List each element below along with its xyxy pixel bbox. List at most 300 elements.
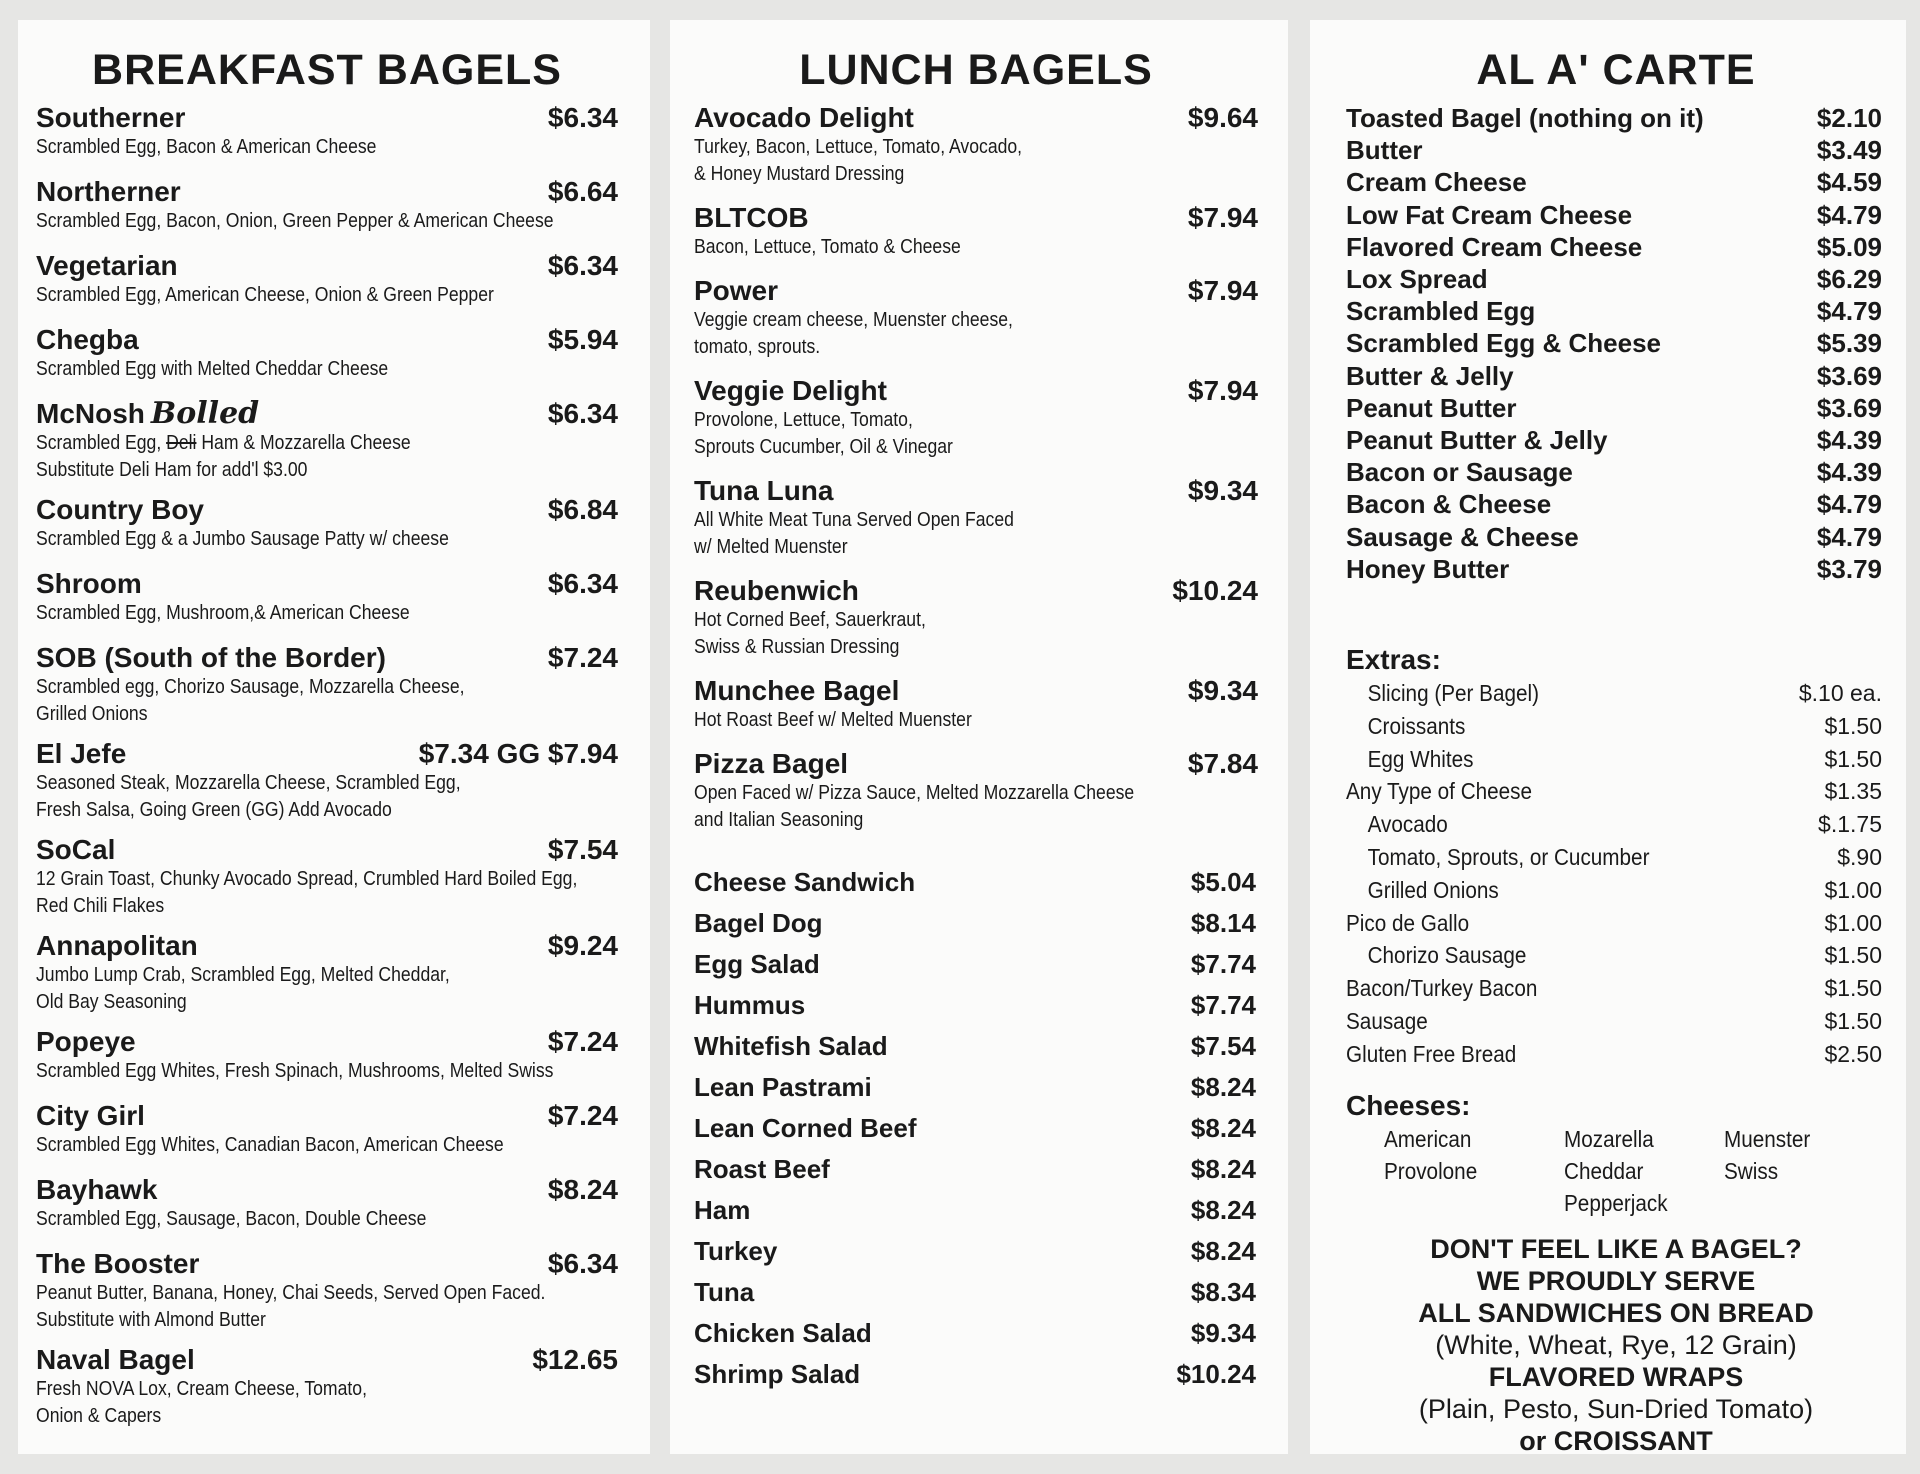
menu-item (694, 102, 1258, 188)
item-name: Shrimp Salad (694, 1359, 861, 1389)
promo-line-2: WE PROUDLY SERVE (1476, 1265, 1756, 1296)
item-name: Pizza Bagel (694, 748, 849, 779)
item-price: $6.64 (547, 176, 618, 207)
cheese-option: Cheddar (1564, 1157, 1644, 1184)
struck-word: Deli (166, 432, 197, 454)
item-header (36, 1174, 618, 1206)
item-price: $6.34 (547, 250, 618, 281)
menu-item (1346, 102, 1886, 134)
extra-name: Grilled Onions (1367, 876, 1499, 903)
item-name: Roast Beef (694, 1154, 830, 1184)
item-description: w/ Melted Muenster (694, 536, 848, 558)
item-header (36, 738, 618, 770)
extra-price: $1.50 (1824, 1008, 1882, 1035)
item-price: $4.39 (1816, 425, 1882, 456)
menu-item (694, 202, 1258, 261)
extra-price: $1.35 (1824, 778, 1882, 805)
item-price: $4.79 (1816, 489, 1882, 520)
menu-item (1346, 327, 1886, 359)
item-name: Cream Cheese (1346, 167, 1527, 198)
item-price: $7.54 (1190, 1031, 1256, 1061)
item-price: $6.29 (1816, 264, 1882, 295)
item-name (36, 398, 259, 430)
extra-name: Bacon/Turkey Bacon (1346, 975, 1538, 1002)
extra-price: $1.50 (1824, 942, 1882, 969)
item-price: $8.24 (1190, 1113, 1256, 1143)
extra-name: Croissants (1367, 712, 1466, 739)
item-price: $6.34 (547, 568, 618, 599)
menu-item (1346, 295, 1886, 327)
item-name: Honey Butter (1346, 553, 1510, 584)
item-price: $7.74 (1190, 990, 1256, 1020)
item-header (694, 575, 1258, 607)
extra-name: Sausage (1346, 1008, 1428, 1035)
item-price: $8.34 (1190, 1277, 1256, 1307)
item-name (36, 1174, 157, 1206)
menu-item (694, 1272, 1258, 1313)
extra-item (1346, 841, 1886, 874)
item-description: Swiss & Russian Dressing (694, 636, 900, 658)
breakfast-title: BREAKFAST BAGELS (92, 46, 562, 94)
menu-item (694, 1313, 1258, 1354)
item-description: Scrambled Egg & a Jumbo Sausage Patty w/ cheese (36, 528, 449, 550)
cheese-option: American (1384, 1125, 1472, 1152)
item-header (36, 1100, 618, 1132)
menu-item (36, 1026, 618, 1100)
extra-item (1346, 1005, 1886, 1038)
menu-item (1346, 521, 1886, 553)
item-price: $6.34 (547, 102, 618, 133)
item-name-text: SOB (South of the Border) (36, 642, 386, 673)
menu-item (694, 1108, 1258, 1149)
item-name (36, 642, 386, 674)
item-description: Veggie cream cheese, Muenster cheese, (694, 309, 1013, 331)
item-name: Butter (1346, 135, 1423, 166)
menu-item (694, 944, 1258, 985)
menu-item (1346, 424, 1886, 456)
extra-item (1346, 710, 1886, 743)
extra-price: $.1.75 (1818, 811, 1882, 838)
item-description: Sprouts Cucumber, Oil & Vinegar (694, 436, 953, 458)
item-name (36, 494, 204, 526)
item-name (36, 1344, 195, 1376)
item-name-text: Country Boy (36, 494, 204, 525)
cheeses-grid (1384, 1123, 1886, 1219)
extra-item (1346, 874, 1886, 907)
item-name: Low Fat Cream Cheese (1346, 199, 1633, 230)
item-header (694, 202, 1258, 234)
menu-item (694, 1149, 1258, 1190)
item-name (36, 250, 178, 282)
item-name (36, 834, 115, 866)
lunch-gap (694, 848, 1258, 862)
item-price: $4.79 (1816, 199, 1882, 230)
promo-line-7: or CROISSANT (1519, 1425, 1713, 1456)
item-header (36, 102, 618, 134)
alacarte-title: AL A' CARTE (1476, 46, 1756, 94)
extra-item (1346, 972, 1886, 1005)
item-name (36, 568, 142, 600)
item-price: $7.74 (1190, 949, 1256, 979)
item-name: Power (694, 275, 779, 306)
item-description: Scrambled Egg Whites, Canadian Bacon, American Cheese (36, 1134, 504, 1156)
item-description: Peanut Butter, Banana, Honey, Chai Seeds, Served Open Faced. (36, 1282, 546, 1304)
item-header (694, 102, 1258, 134)
item-price: $5.04 (1190, 867, 1256, 897)
extra-item (1346, 743, 1886, 776)
item-description: 12 Grain Toast, Chunky Avocado Spread, Crumbled Hard Boiled Egg, (36, 868, 578, 890)
item-price: $10.24 (1176, 1359, 1256, 1389)
lunch-list (694, 102, 1258, 834)
item-header (694, 475, 1258, 507)
menu-item (1346, 134, 1886, 166)
item-description: Substitute with Almond Butter (36, 1309, 266, 1331)
item-name (36, 102, 185, 134)
item-name: Turkey (694, 1236, 778, 1266)
menu-item (36, 930, 618, 1026)
item-header (694, 748, 1258, 780)
item-name: Lox Spread (1346, 264, 1488, 295)
item-description: Fresh Salsa, Going Green (GG) Add Avocado (36, 799, 392, 821)
item-name-text: Shroom (36, 568, 142, 599)
extra-price: $1.50 (1824, 975, 1882, 1002)
item-description: Scrambled Egg, Bacon & American Cheese (36, 136, 377, 158)
item-name: Reubenwich (694, 575, 859, 606)
extra-item (1346, 775, 1886, 808)
menu-item (1346, 392, 1886, 424)
item-price: $8.24 (1190, 1154, 1256, 1184)
extra-name: Avocado (1367, 811, 1448, 838)
item-price: $8.24 (1190, 1236, 1256, 1266)
item-name: Avocado Delight (694, 102, 914, 133)
extra-item (1346, 939, 1886, 972)
menu-item (694, 903, 1258, 944)
breakfast-list (36, 102, 618, 1440)
item-description: Fresh NOVA Lox, Cream Cheese, Tomato, (36, 1378, 367, 1400)
item-name: Hummus (694, 990, 806, 1020)
menu-item (694, 1067, 1258, 1108)
promo-line-5: FLAVORED WRAPS (1488, 1361, 1744, 1392)
item-price: $12.65 (532, 1344, 618, 1375)
item-header (36, 568, 618, 600)
menu-item (694, 375, 1258, 461)
extra-price: $1.50 (1824, 712, 1882, 739)
item-price: $3.69 (1816, 360, 1882, 391)
menu-item (694, 475, 1258, 561)
cheese-option: Provolone (1384, 1157, 1478, 1184)
extra-item (1346, 808, 1886, 841)
lunch-column (670, 20, 1288, 1454)
cheese-option (1724, 1187, 1850, 1219)
menu-item (1346, 166, 1886, 198)
cheese-option: Mozarella (1564, 1125, 1654, 1152)
item-name-text: Annapolitan (36, 930, 198, 961)
item-header (694, 275, 1258, 307)
item-price: $4.39 (1816, 457, 1882, 488)
item-description: Scrambled Egg with Melted Cheddar Cheese (36, 358, 389, 380)
item-name: Munchee Bagel (694, 675, 900, 706)
item-name-text: The Booster (36, 1248, 200, 1279)
menu-item (694, 275, 1258, 361)
item-name: Scrambled Egg (1346, 296, 1536, 327)
item-name (36, 1248, 199, 1280)
item-price: $9.24 (547, 930, 618, 961)
item-description: Jumbo Lump Crab, Scrambled Egg, Melted Cheddar, (36, 964, 450, 986)
menu-item (1346, 263, 1886, 295)
menu-item (36, 324, 618, 398)
item-name: Bacon or Sausage (1346, 457, 1573, 488)
item-price: $8.24 (547, 1174, 618, 1205)
item-price: $9.64 (1187, 102, 1258, 133)
menu-item (694, 1231, 1258, 1272)
lunch-simple-list (694, 862, 1258, 1395)
extra-name: Any Type of Cheese (1346, 778, 1533, 805)
menu-item (694, 985, 1258, 1026)
item-description: Provolone, Lettuce, Tomato, (694, 409, 913, 431)
item-price: $8.14 (1190, 908, 1256, 938)
item-description: Open Faced w/ Pizza Sauce, Melted Mozzarella Cheese (694, 782, 1135, 804)
extra-item (1346, 1038, 1886, 1071)
item-name: Peanut Butter (1346, 392, 1517, 423)
extra-price: $.10 ea. (1798, 680, 1882, 707)
extra-name: Gluten Free Bread (1346, 1040, 1517, 1067)
item-name-text: Bayhawk (36, 1174, 158, 1205)
item-name-text: Naval Bagel (36, 1344, 195, 1375)
item-name (36, 738, 126, 770)
item-description: Grilled Onions (36, 703, 148, 725)
item-price: $7.94 (1187, 275, 1258, 306)
item-name: Bacon & Cheese (1346, 489, 1552, 520)
promo-line-3: ALL SANDWICHES ON BREAD (1418, 1297, 1814, 1328)
extra-price: $1.00 (1824, 876, 1882, 903)
menu-item (694, 575, 1258, 661)
menu-item (694, 1190, 1258, 1231)
item-name: Tuna (694, 1277, 755, 1307)
item-price: $3.79 (1816, 553, 1882, 584)
item-name-text: Chegba (36, 324, 139, 355)
extra-price: $.90 (1837, 844, 1882, 871)
extras-title: Extras: (1346, 644, 1441, 676)
lunch-title: LUNCH BAGELS (799, 46, 1153, 94)
item-price: $6.34 (547, 398, 618, 429)
item-name: Sausage & Cheese (1346, 521, 1579, 552)
item-price: $6.84 (547, 494, 618, 525)
item-name: Butter & Jelly (1346, 360, 1514, 391)
item-description: Turkey, Bacon, Lettuce, Tomato, Avocado, (694, 136, 1023, 158)
item-name-text: SoCal (36, 834, 116, 865)
menu-item (36, 176, 618, 250)
alacarte-list (1346, 102, 1886, 585)
item-description: Scrambled Egg, Mushroom,& American Cheese (36, 602, 410, 624)
item-name: Scrambled Egg & Cheese (1346, 328, 1661, 359)
item-price: $7.24 (547, 1026, 618, 1057)
extra-name: Egg Whites (1367, 745, 1474, 772)
item-name-text: Vegetarian (36, 250, 178, 281)
cheese-option: Swiss (1724, 1157, 1779, 1184)
promo-line-1: DON'T FEEL LIKE A BAGEL? (1430, 1233, 1802, 1264)
item-name: BLTCOB (694, 202, 809, 233)
item-name-text: McNosh (36, 398, 145, 429)
item-name (36, 324, 139, 356)
cheese-option: Muenster (1724, 1125, 1811, 1152)
menu-item (36, 250, 618, 324)
item-description: All White Meat Tuna Served Open Faced (694, 509, 1014, 531)
item-price: $10.24 (1172, 575, 1258, 606)
item-price: $7.94 (1187, 375, 1258, 406)
desc-text: Scrambled Egg, (36, 432, 167, 454)
item-name: Cheese Sandwich (694, 867, 916, 897)
item-header (36, 1344, 618, 1376)
extra-price: $1.50 (1824, 745, 1882, 772)
extra-name: Pico de Gallo (1346, 909, 1470, 936)
item-price: $2.10 (1816, 103, 1882, 133)
item-price: $9.34 (1190, 1318, 1256, 1348)
item-description: Seasoned Steak, Mozzarella Cheese, Scrambled Egg, (36, 772, 461, 794)
item-description: Scrambled Egg, Sausage, Bacon, Double Cheese (36, 1208, 427, 1230)
promo-line-4: (White, Wheat, Rye, 12 Grain) (1435, 1329, 1797, 1360)
menu-item (36, 642, 618, 738)
item-price: $7.84 (1187, 748, 1258, 779)
item-price: $3.49 (1816, 135, 1882, 166)
cheeses-title: Cheeses: (1346, 1089, 1471, 1121)
item-description: Old Bay Seasoning (36, 991, 187, 1013)
extra-name: Tomato, Sprouts, or Cucumber (1367, 844, 1650, 871)
menu-item (1346, 231, 1886, 263)
menu-item (694, 1354, 1258, 1395)
extra-name: Slicing (Per Bagel) (1367, 680, 1540, 707)
item-name (36, 1100, 145, 1132)
extra-price: $1.00 (1824, 909, 1882, 936)
alacarte-column (1310, 20, 1906, 1454)
item-description: Hot Roast Beef w/ Melted Muenster (694, 709, 972, 731)
extras-list (1346, 677, 1886, 1071)
item-header (36, 642, 618, 674)
promo-line-6: (Plain, Pesto, Sun-Dried Tomato) (1418, 1393, 1814, 1424)
item-price: $9.34 (1187, 475, 1258, 506)
item-description: Scrambled Egg, American Cheese, Onion & Green Pepper (36, 284, 494, 306)
item-price: $5.94 (547, 324, 618, 355)
menu-item (694, 748, 1258, 834)
item-name-text: El Jefe (36, 738, 127, 769)
item-header (36, 834, 618, 866)
item-price: $5.09 (1816, 231, 1882, 262)
item-description: Substitute Deli Ham for add'l $3.00 (36, 459, 308, 481)
menu-item (36, 1174, 618, 1248)
item-price: $3.69 (1816, 392, 1882, 423)
item-price: $7.34 GG $7.94 (418, 738, 618, 769)
item-name (36, 930, 198, 962)
item-name (36, 176, 181, 208)
item-name: Lean Pastrami (694, 1072, 872, 1102)
item-price: $4.79 (1816, 521, 1882, 552)
menu-item (694, 1026, 1258, 1067)
item-price: $4.59 (1816, 167, 1882, 198)
item-name: Egg Salad (694, 949, 820, 979)
item-name: Toasted Bagel (nothing on it) (1346, 103, 1704, 133)
item-description: and Italian Seasoning (694, 809, 864, 831)
item-name: Chicken Salad (694, 1318, 872, 1348)
cheese-option: Pepperjack (1564, 1189, 1668, 1216)
item-price: $7.54 (547, 834, 618, 865)
item-description: Bacon, Lettuce, Tomato & Cheese (694, 236, 961, 258)
menu-item (36, 1100, 618, 1174)
menu-item (1346, 553, 1886, 585)
item-description: Onion & Capers (36, 1405, 162, 1427)
menu-item (36, 494, 618, 568)
item-price: $6.34 (547, 1248, 618, 1279)
extra-name: Chorizo Sausage (1367, 942, 1527, 969)
item-name (36, 1026, 136, 1058)
menu-item (1346, 488, 1886, 520)
extra-price: $2.50 (1824, 1040, 1882, 1067)
menu-item (36, 834, 618, 930)
item-header (36, 398, 618, 430)
menu-item (36, 1344, 618, 1440)
item-name-text: Popeye (36, 1026, 136, 1057)
item-name: Veggie Delight (694, 375, 887, 406)
menu-item (36, 738, 618, 834)
item-description: Hot Corned Beef, Sauerkraut, (694, 609, 926, 631)
item-price: $7.94 (1187, 202, 1258, 233)
item-name: Lean Corned Beef (694, 1113, 917, 1143)
item-description: tomato, sprouts. (694, 336, 821, 358)
item-header (36, 1026, 618, 1058)
menu-item (694, 675, 1258, 734)
item-description: Scrambled Egg Whites, Fresh Spinach, Mushrooms, Melted Swiss (36, 1060, 554, 1082)
cheese-option (1384, 1187, 1546, 1219)
bread-promo (1346, 1233, 1886, 1457)
item-name: Whitefish Salad (694, 1031, 888, 1061)
item-price: $4.79 (1816, 296, 1882, 327)
menu-item (36, 102, 618, 176)
item-name-text: Northerner (36, 176, 181, 207)
item-header (36, 250, 618, 282)
item-price: $7.24 (547, 642, 618, 673)
extra-item (1346, 677, 1886, 710)
item-price: $5.39 (1816, 328, 1882, 359)
item-header (36, 324, 618, 356)
item-name: Tuna Luna (694, 475, 834, 506)
item-name-text: Southerner (36, 102, 186, 133)
item-price: $7.24 (547, 1100, 618, 1131)
item-name: Peanut Butter & Jelly (1346, 425, 1608, 456)
breakfast-column (18, 20, 650, 1454)
menu-item (36, 1248, 618, 1344)
menu-item (36, 398, 618, 494)
menu-item (694, 862, 1258, 903)
item-description (36, 430, 548, 457)
item-name: Bagel Dog (694, 908, 823, 938)
item-header (694, 675, 1258, 707)
menu-item (1346, 199, 1886, 231)
extra-item (1346, 907, 1886, 940)
item-description: Red Chili Flakes (36, 895, 165, 917)
menu-item (36, 568, 618, 642)
item-price: $8.24 (1190, 1195, 1256, 1225)
item-name: Ham (694, 1195, 751, 1225)
item-description: Scrambled Egg, Bacon, Onion, Green Pepper & American Cheese (36, 210, 554, 232)
item-price: $8.24 (1190, 1072, 1256, 1102)
item-name: Flavored Cream Cheese (1346, 231, 1643, 262)
item-description: Scrambled egg, Chorizo Sausage, Mozzarella Cheese, (36, 676, 465, 698)
item-header (36, 494, 618, 526)
item-header (36, 930, 618, 962)
menu-item (1346, 456, 1886, 488)
handwritten-note: Bolled (150, 396, 260, 431)
item-header (36, 176, 618, 208)
item-header (36, 1248, 618, 1280)
item-price: $9.34 (1187, 675, 1258, 706)
